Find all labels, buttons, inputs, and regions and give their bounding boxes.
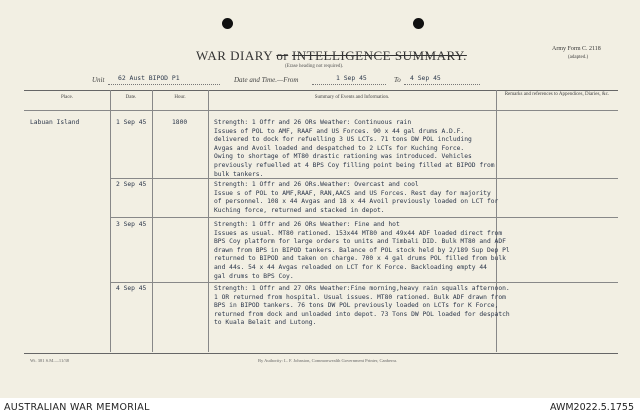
summary-line: and 44s. 54 x 44 Avgas reloaded on LCT for K Force. Backloading empty 44 <box>214 263 487 271</box>
erase-note: (Erase heading not required). <box>285 64 344 69</box>
column-header-summary: Summary of Events and Information. <box>314 95 390 100</box>
entry-3-summary <box>214 221 510 281</box>
to-label: To <box>394 76 401 84</box>
summary-line: delivered to dock for refuelling 3 US LCTs. 71 tons DW POL including <box>214 136 472 144</box>
printer-code: Wt. 381 S.M.—11/38 <box>30 358 69 363</box>
summary-line: gal drums to BPS Coy. <box>214 272 294 280</box>
date-from-value: 1 Sep 45 <box>336 74 367 82</box>
title-lead: WAR DIARY <box>196 48 273 63</box>
summary-line: Strength: 1 Offr and 26 ORs Weather: Continuous rain <box>214 119 412 126</box>
form-title <box>196 48 467 64</box>
adapted-note: (adapted.) <box>568 55 589 60</box>
summary-line: previously refuelled at 4 BPS Coy filling point being filled at BIPOD from <box>214 161 495 169</box>
summary-line: Issues of POL to AMF, RAAF and US Forces. 90 x 44 gal drums A.D.F. <box>214 127 465 135</box>
entry-3-date: 3 Sep 45 <box>116 221 147 228</box>
title-struck: INTELLIGENCE SUMMARY. <box>291 48 467 63</box>
column-header-date: Date. <box>125 95 137 100</box>
punch-hole-left <box>222 18 233 29</box>
date-to-value: 4 Sep 45 <box>410 74 441 82</box>
army-form-number: Army Form C. 2118 <box>552 46 601 52</box>
column-divider-hour <box>208 90 209 352</box>
entry-1-hour: 1800 <box>172 119 188 126</box>
summary-line: Owing to shortage of MT80 drastic rationing was introduced. Vehicles <box>214 153 472 161</box>
date-label: Date and Time.—From <box>234 76 299 84</box>
credit-accession-number: AWM2022.5.1755 <box>549 402 634 413</box>
column-header-place: Place. <box>60 95 74 100</box>
entry-1-divider <box>110 178 618 179</box>
unit-label: Unit <box>92 76 105 84</box>
column-divider-place <box>110 90 111 352</box>
summary-line: Issues as usual. MT80 rationed. 153x44 MT80 and 49x44 ADF loaded direct from <box>214 229 503 237</box>
entry-2-date: 2 Sep 45 <box>116 181 147 188</box>
unit-value: 62 Aust BIPOD P1 <box>118 74 180 82</box>
entry-2-divider <box>110 217 618 218</box>
summary-line: Strength: 1 Offr and 26 ORs.Weather: Overcast and cool <box>214 181 419 188</box>
summary-line: to Kuala Belait and Lutong. <box>214 319 317 327</box>
entry-4-date: 4 Sep 45 <box>116 285 147 292</box>
punch-hole-right <box>413 18 424 29</box>
title-or: or <box>276 48 289 63</box>
column-header-hour: Hour. <box>174 95 186 100</box>
summary-line: Strength: 1 Offr and 26 ORs Weather: Fine and hot <box>214 221 400 228</box>
entry-1-date: 1 Sep 45 <box>116 119 147 126</box>
entry-3-divider <box>110 282 618 283</box>
summary-line: returned to BIPOD and taken on charge. 700 x 4 gal drums POL filled from bulk <box>214 255 506 263</box>
summary-line: BPS Coy platform for large orders to units and Timbali DID. Bulk MT80 and ADF <box>214 238 506 246</box>
summary-line: Kuching force, returned and stacked in depot. <box>214 206 385 214</box>
date-from-underline <box>312 84 386 85</box>
header-row-divider <box>24 110 618 111</box>
summary-line: returned from dock and unloaded into depot. 73 Tons DW POL loaded for despatch <box>214 310 510 318</box>
column-header-remarks: Remarks and references to Appendices, Diaries, &c. <box>504 92 610 97</box>
summary-line: Strength: 1 Offr and 27 ORs Weather:Fine morning,heavy rain squalls afternoon. <box>214 285 510 292</box>
unit-underline <box>108 84 220 85</box>
credit-institution: AUSTRALIAN WAR MEMORIAL <box>4 402 150 413</box>
entry-2-summary <box>214 181 498 215</box>
entry-4-summary <box>214 285 510 328</box>
summary-line: drawn from BPS in BIPOD tankers. Balance of POL stock held by 2/189 Sup Dep Pl <box>214 246 510 254</box>
entry-1-summary <box>214 119 495 179</box>
summary-line: bulk tankers. <box>214 170 264 178</box>
column-divider-date <box>152 90 153 352</box>
summary-line: Issue s of POL to AMF,RAAF, RAN,AACS and US Forces. Rest day for majority <box>214 189 491 197</box>
entry-1-place: Labuan Island <box>30 119 80 126</box>
printer-authority: By Authority: L. F. Johnston, Commonwealth Government Printer, Canberra. <box>258 358 398 363</box>
summary-line: BPS in BIPOD tankers. 76 tons DW POL previously loaded on LCTs for K Force, <box>214 302 499 310</box>
date-to-underline <box>404 84 480 85</box>
summary-line: 1 OR returned from hospital. Usual issues. MT80 rationed. Bulk ADF drawn from <box>214 293 506 301</box>
summary-line: Avgas and Avoil loaded and despatched to 2 LCTs for Kuching Force. <box>214 144 465 152</box>
summary-line: of personnel. 108 x 44 Avgas and 18 x 44 Avoil previously loaded on LCT for <box>214 198 499 206</box>
